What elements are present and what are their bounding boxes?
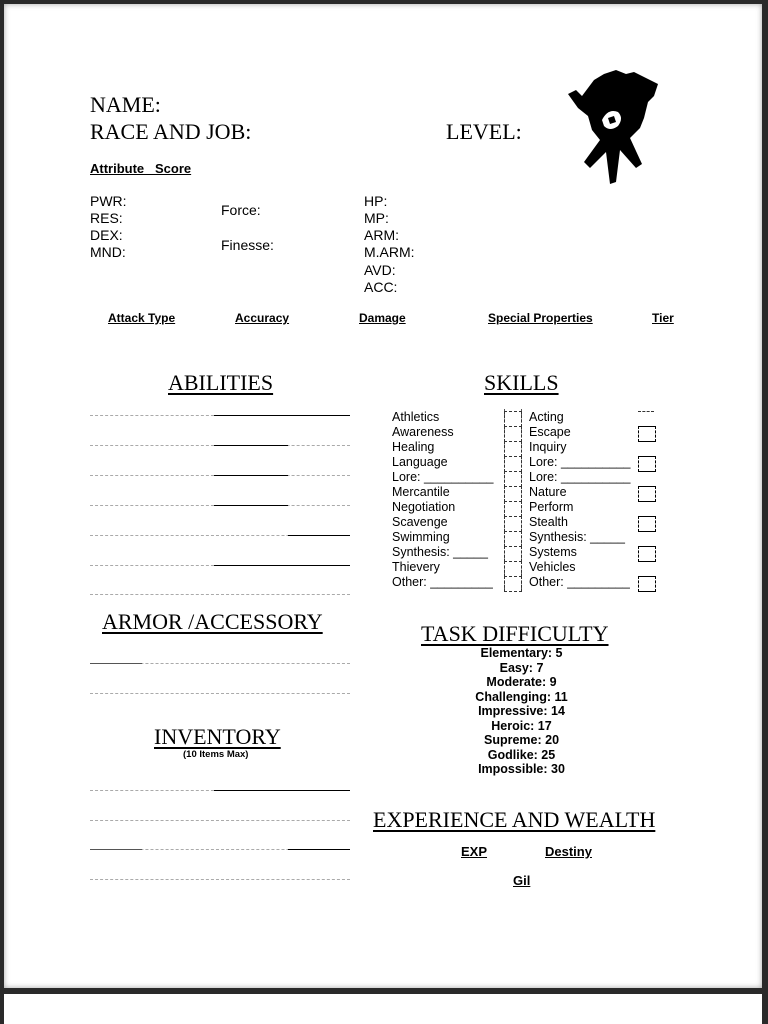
race-job-label: RACE AND JOB: — [90, 119, 252, 144]
skill-left-9: Synthesis: _____ — [392, 545, 488, 559]
stat-arm: ARM: — [364, 227, 399, 243]
skill-checkbox[interactable] — [504, 576, 522, 592]
inventory-subtitle: (10 Items Max) — [183, 749, 249, 760]
skill-left-1: Awareness — [392, 425, 454, 439]
skill-left-11: Other: _________ — [392, 575, 493, 589]
skill-checkbox[interactable] — [638, 426, 656, 442]
skill-checkbox[interactable] — [504, 516, 522, 532]
skill-checkbox-top-edge — [638, 411, 654, 414]
name-label: NAME: — [90, 92, 161, 117]
level-label: LEVEL: — [446, 119, 522, 144]
skill-left-6: Negotiation — [392, 500, 456, 514]
stat-avd: AVD: — [364, 262, 396, 278]
stat-res: RES: — [90, 210, 123, 226]
crest-emblem-icon — [564, 68, 664, 184]
stat-dex: DEX: — [90, 227, 123, 243]
col-tier: Tier — [652, 311, 674, 325]
skill-checkbox[interactable] — [504, 486, 522, 502]
exp-label: EXP — [461, 844, 488, 859]
character-sheet-page — [4, 4, 762, 988]
stat-hp: HP: — [364, 193, 388, 209]
experience-wealth-title: EXPERIENCE AND WEALTH — [373, 807, 656, 832]
skill-right-11: Other: _________ — [529, 575, 630, 589]
finesse-label: Finesse: — [221, 237, 274, 253]
col-damage: Damage — [359, 311, 406, 325]
skill-right-7: Stealth — [529, 515, 568, 529]
gil-label: Gil — [513, 873, 531, 888]
stat-marm: M.ARM: — [364, 244, 415, 260]
col-special-properties: Special Properties — [488, 311, 593, 325]
skill-checkbox[interactable] — [504, 456, 522, 472]
skill-checkbox[interactable] — [638, 516, 656, 532]
difficulty-elementary: Elementary: 5 — [480, 646, 563, 660]
attribute-score-heading: Attribute Score — [90, 161, 192, 176]
skill-right-0: Acting — [529, 410, 564, 424]
inventory-title: INVENTORY — [154, 724, 281, 749]
skill-checkbox[interactable] — [504, 531, 522, 547]
skill-checkbox[interactable] — [504, 426, 522, 442]
skill-checkbox[interactable] — [504, 471, 522, 487]
skill-checkbox[interactable] — [504, 546, 522, 562]
skill-left-5: Mercantile — [392, 485, 450, 499]
difficulty-impossible: Impossible: 30 — [478, 762, 565, 776]
skill-checkbox[interactable] — [638, 456, 656, 472]
skills-title: SKILLS — [484, 370, 559, 395]
skill-left-4: Lore: __________ — [392, 470, 494, 484]
skill-left-8: Swimming — [392, 530, 450, 544]
skill-right-4: Lore: __________ — [529, 470, 631, 484]
abilities-title: ABILITIES — [168, 370, 274, 395]
skill-left-7: Scavenge — [392, 515, 448, 529]
difficulty-easy: Easy: 7 — [499, 660, 544, 675]
skill-right-10: Vehicles — [529, 560, 576, 574]
stat-mp: MP: — [364, 210, 389, 226]
difficulty-heroic: Heroic: 17 — [491, 718, 552, 733]
skill-left-0: Athletics — [392, 410, 440, 424]
armor-accessory-title: ARMOR /ACCESSORY — [102, 609, 323, 634]
stat-pwr: PWR: — [90, 193, 127, 209]
skill-checkbox[interactable] — [504, 501, 522, 517]
skill-checkbox[interactable] — [638, 486, 656, 502]
skill-checkbox[interactable] — [504, 441, 522, 457]
destiny-label: Destiny — [545, 844, 592, 859]
skill-right-2: Inquiry — [529, 440, 567, 454]
difficulty-moderate: Moderate: 9 — [486, 675, 557, 689]
task-difficulty-title: TASK DIFFICULTY — [421, 621, 609, 646]
stat-mnd: MND: — [90, 244, 126, 260]
skill-checkbox[interactable] — [504, 561, 522, 577]
skill-right-1: Escape — [529, 425, 571, 439]
skill-checkbox[interactable] — [504, 411, 522, 427]
skill-right-8: Synthesis: _____ — [529, 530, 625, 544]
col-attack-type: Attack Type — [108, 311, 176, 325]
skill-left-3: Language — [392, 455, 448, 469]
difficulty-impressive: Impressive: 14 — [478, 704, 565, 718]
skill-right-3: Lore: __________ — [529, 455, 631, 469]
difficulty-supreme: Supreme: 20 — [483, 733, 560, 747]
skill-right-9: Systems — [529, 545, 577, 559]
skill-right-5: Nature — [529, 485, 567, 499]
skill-checkbox[interactable] — [638, 576, 656, 592]
task-difficulty-list — [424, 646, 619, 786]
difficulty-challenging: Challenging: 11 — [475, 689, 568, 704]
stat-acc: ACC: — [364, 279, 398, 295]
force-label: Force: — [221, 202, 261, 218]
skill-checkbox[interactable] — [638, 546, 656, 562]
skill-left-10: Thievery — [392, 560, 440, 574]
difficulty-godlike: Godlike: 25 — [487, 747, 556, 762]
next-page-edge — [4, 994, 762, 1024]
col-accuracy: Accuracy — [235, 311, 290, 325]
skill-right-6: Perform — [529, 500, 574, 514]
skill-left-2: Healing — [392, 440, 435, 454]
